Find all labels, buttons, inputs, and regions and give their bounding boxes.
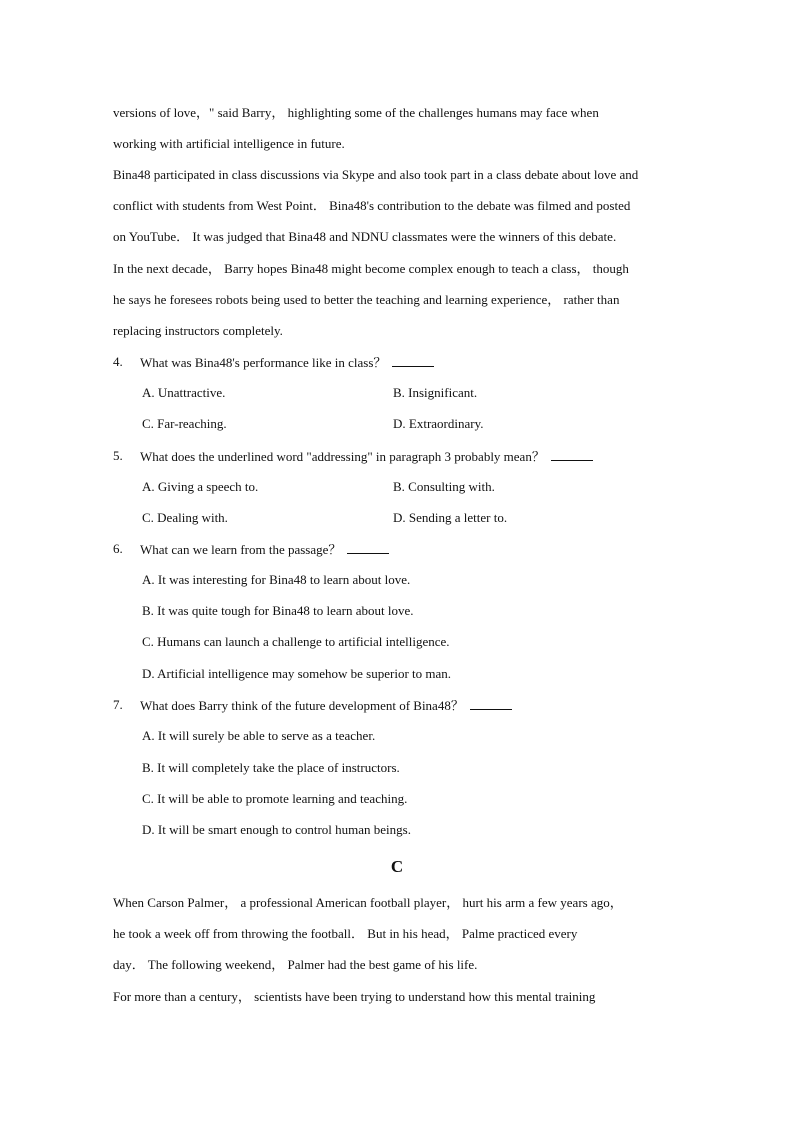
passage-line: conflict with students from West Point． Bina48's contribution to the debate was filmed and posted <box>113 198 631 213</box>
passage-line: working with artificial intelligence in future. <box>113 136 345 151</box>
answer-blank[interactable] <box>551 448 593 461</box>
passage-line: he says he foresees robots being used to better the teaching and learning experience， rather than <box>113 292 620 307</box>
passage-line: day． The following weekend， Palmer had the best game of his life. <box>113 957 478 972</box>
option-d[interactable]: D. It will be smart enough to control human beings. <box>142 822 411 837</box>
section-heading: C <box>390 857 404 876</box>
question-text: What was Bina48's performance like in class？ <box>140 354 434 371</box>
passage-line: For more than a century， scientists have been trying to understand how this mental training <box>113 989 596 1004</box>
passage-line: Bina48 participated in class discussions via Skype and also took part in a class debate about love and <box>113 167 639 182</box>
question-text: What can we learn from the passage？ <box>140 541 389 558</box>
question-text: What does Barry think of the future development of Bina48？ <box>140 697 512 714</box>
option-a[interactable]: A. Unattractive. <box>142 385 226 400</box>
answer-blank[interactable] <box>392 354 434 367</box>
question-number: 5. <box>113 448 123 463</box>
option-c[interactable]: C. It will be able to promote learning and teaching. <box>142 791 408 806</box>
answer-blank[interactable] <box>347 541 389 554</box>
question-number: 4. <box>113 354 123 369</box>
question-number: 7. <box>113 697 123 712</box>
option-b[interactable]: B. Consulting with. <box>393 479 495 494</box>
passage-line: he took a week off from throwing the football． But in his head， Palme practiced every <box>113 926 578 941</box>
passage-line: on YouTube． It was judged that Bina48 and NDNU classmates were the winners of this debate. <box>113 229 617 244</box>
option-b[interactable]: B. It will completely take the place of instructors. <box>142 760 400 775</box>
passage-line: In the next decade， Barry hopes Bina48 might become complex enough to teach a class， though <box>113 261 629 276</box>
passage-line: versions of love，" said Barry， highlighting some of the challenges humans may face when <box>113 105 599 120</box>
option-b[interactable]: B. Insignificant. <box>393 385 478 400</box>
option-c[interactable]: C. Dealing with. <box>142 510 228 525</box>
option-d[interactable]: D. Extraordinary. <box>393 416 484 431</box>
option-b[interactable]: B. It was quite tough for Bina48 to learn about love. <box>142 603 414 618</box>
question-number: 6. <box>113 541 123 556</box>
option-d[interactable]: D. Artificial intelligence may somehow be superior to man. <box>142 666 452 681</box>
option-c[interactable]: C. Humans can launch a challenge to artificial intelligence. <box>142 634 450 649</box>
option-a[interactable]: A. It was interesting for Bina48 to learn about love. <box>142 572 411 587</box>
passage-line: replacing instructors completely. <box>113 323 283 338</box>
option-a[interactable]: A. Giving a speech to. <box>142 479 259 494</box>
question-text: What does the underlined word "addressing" in paragraph 3 probably mean？ <box>140 448 593 465</box>
passage-line: When Carson Palmer， a professional American football player， hurt his arm a few years ago， <box>113 895 623 910</box>
option-c[interactable]: C. Far-reaching. <box>142 416 227 431</box>
option-a[interactable]: A. It will surely be able to serve as a teacher. <box>142 728 376 743</box>
option-d[interactable]: D. Sending a letter to. <box>393 510 508 525</box>
answer-blank[interactable] <box>470 697 512 710</box>
